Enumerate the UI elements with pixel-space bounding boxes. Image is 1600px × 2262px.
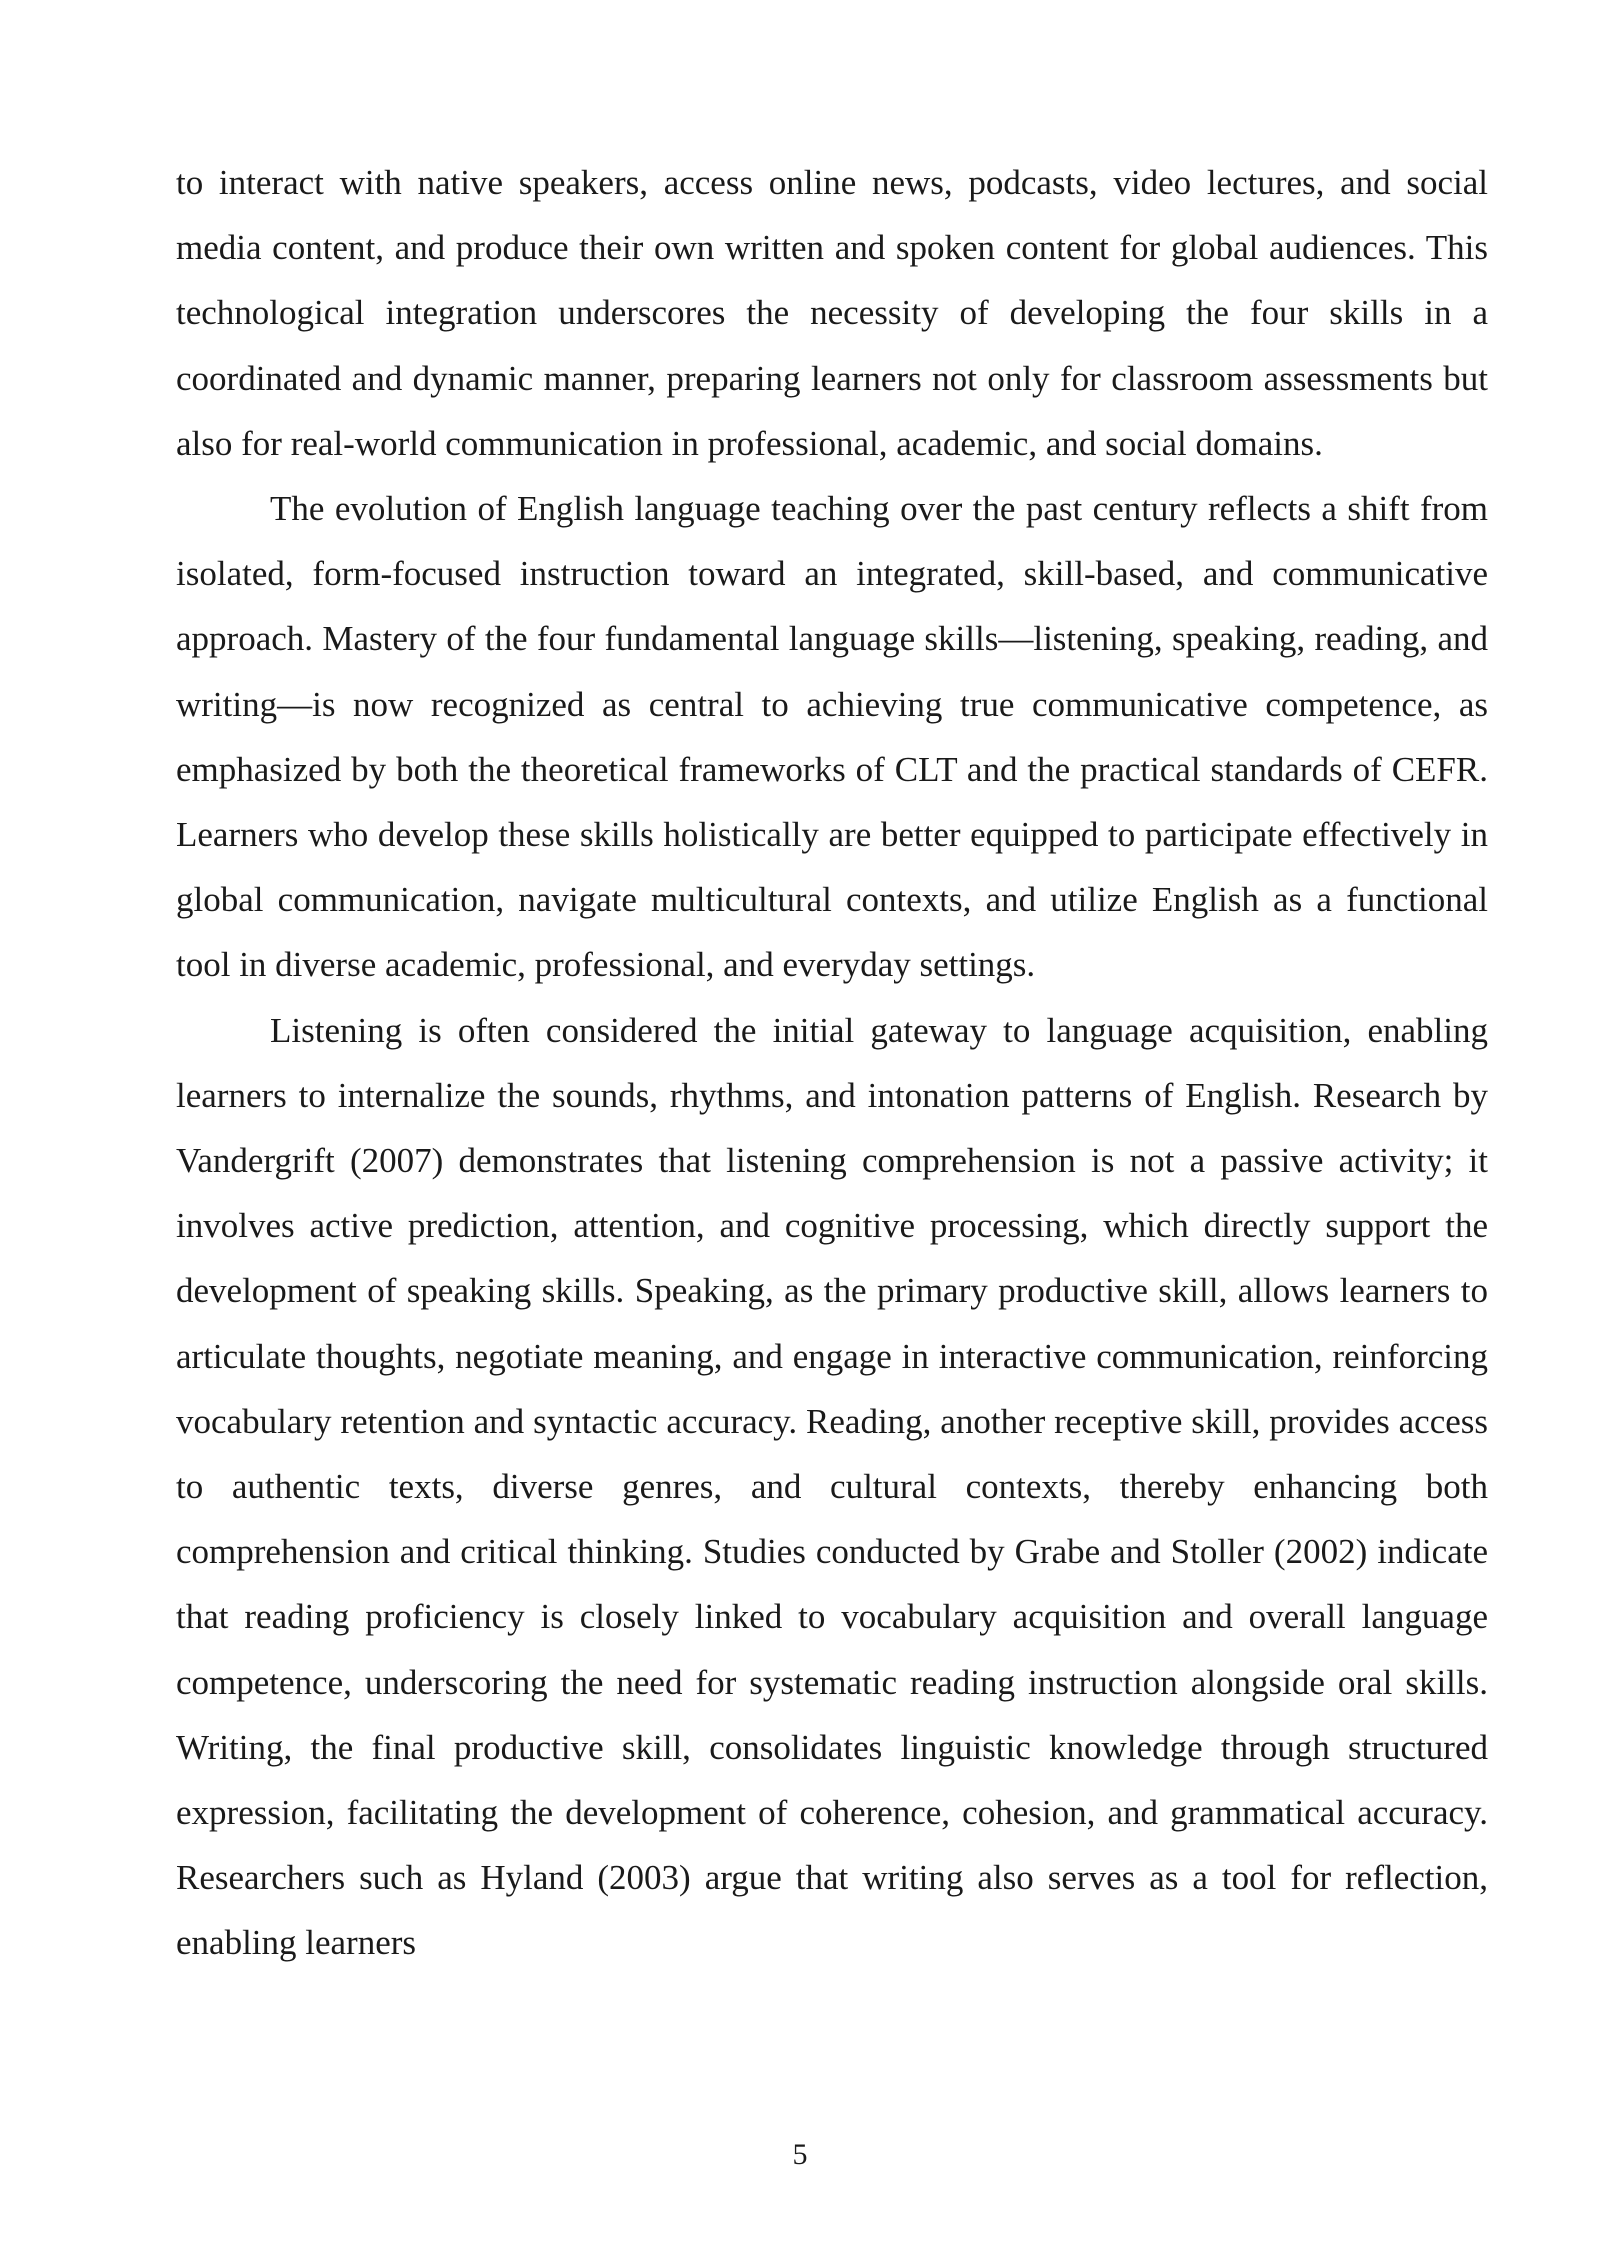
paragraph-four-skills: Listening is often considered the initial gateway to language acquisition, enabling learners to internalize the sounds, rhythms, and intonation patterns of English. Research by Vandergrift (2007) demonstrates that listening comprehension is not a passive activity; it involves active prediction, attention, and cognitive processing, which directly support the development of speaking skills. Speaking, as the primary productive skill, allows learners to articulate thoughts, negotiate meaning, and engage in interactive communication, reinforcing vocabulary retention and syntactic accuracy. Reading, another receptive skill, provides access to authentic texts, diverse genres, and cultural contexts, thereby enhancing both comprehension and critical thinking. Studies conducted by Grabe and Stoller (2002) indicate that reading proficiency is closely linked to vocabulary acquisition and overall language competence, underscoring the need for systematic reading instruction alongside oral skills. Writing, the final productive skill, consolidates linguistic knowledge through structured expression, facilitating the development of coherence, cohesion, and grammatical accuracy. Researchers such as Hyland (2003) argue that writing also serves as a tool for reflection, enabling learners: [176, 1010, 1488, 1963]
paragraph-elt-evolution: The evolution of English language teaching over the past century reflects a shift from isolated, form-focused instruction toward an integrated, skill-based, and communicative approach. Mastery of the four fundamental language skills—listening, speaking, reading, and writing—is now recognized as central to achieving true communicative competence, as emphasized by both the theoretical frameworks of CLT and the practical standards of CEFR. Learners who develop these skills holistically are better equipped to participate effectively in global communication, navigate multicultural contexts, and utilize English as a functional tool in diverse academic, professional, and everyday settings.: [176, 489, 1488, 985]
body-text: [176, 150, 1488, 1976]
page-number: 5: [792, 2138, 808, 2171]
paragraph-continuation: to interact with native speakers, access online news, podcasts, video lectures, and social media content, and produce their own written and spoken content for global audiences. This technological integration underscores the necessity of developing the four skills in a coordinated and dynamic manner, preparing learners not only for classroom assessments but also for real-world communication in professional, academic, and social domains.: [176, 163, 1488, 463]
